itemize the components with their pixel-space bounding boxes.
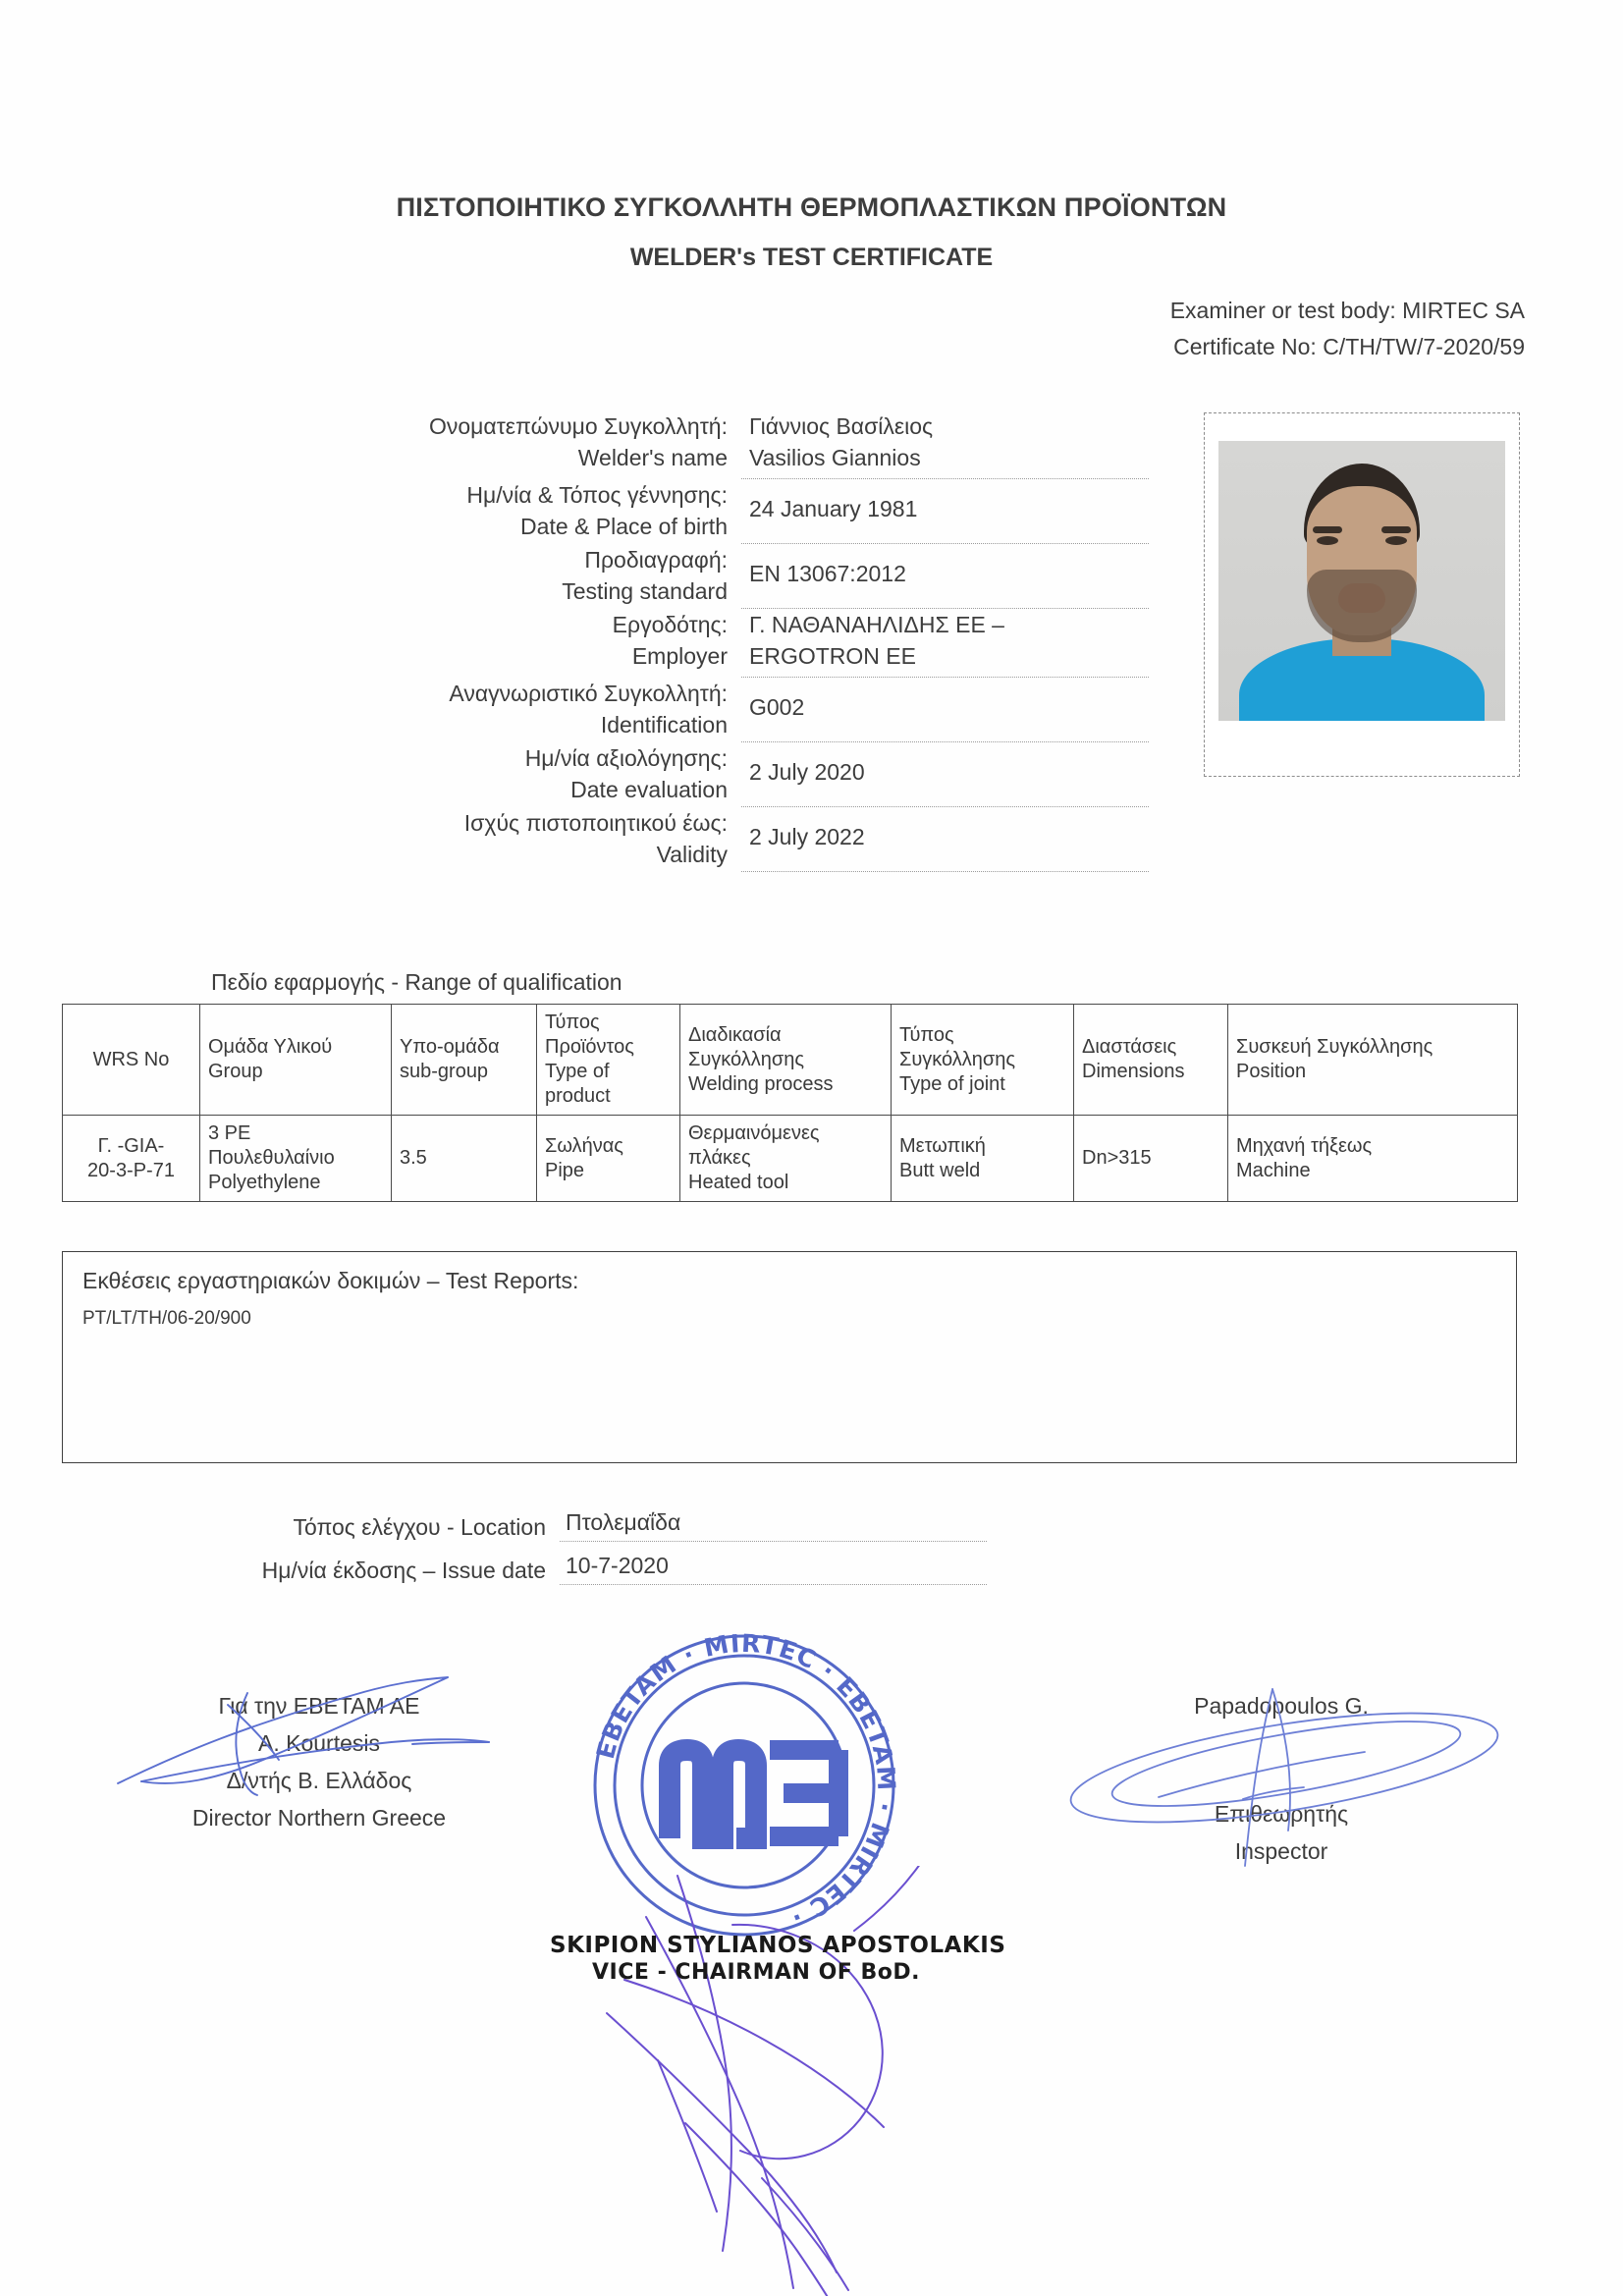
field-row-date-place-of-birth	[324, 479, 1149, 544]
field-label-gr: Αναγνωριστικό Συγκολλητή:	[449, 681, 728, 706]
signature-left-name: A. Kourtesis	[258, 1730, 380, 1756]
cell-line-1: Dn>315	[1082, 1147, 1152, 1169]
field-label-gr: Ημ/νία & Τόπος γέννησης:	[466, 482, 728, 508]
qualification-table	[62, 1004, 1518, 1202]
qualification-table-head	[63, 1005, 1518, 1116]
field-label-gr: Ισχύς πιστοποιητικού έως:	[463, 810, 728, 836]
field-value-gr: Γιάννιος Βασίλειος	[749, 413, 934, 439]
cell-welding-process	[680, 1116, 892, 1202]
stamp-logo	[670, 1750, 839, 1838]
examiner-block	[1170, 293, 1525, 365]
header-line-2: Dimensions	[1082, 1061, 1185, 1082]
field-label-en: Identification	[600, 712, 728, 738]
header-line-1: Τύπος	[899, 1023, 954, 1046]
chairman-title: VICE - CHAIRMAN OF BoD.	[592, 1960, 920, 1985]
signature-right-role-gr: Επιθεωρητής	[1214, 1801, 1349, 1827]
field-value-testing-standard	[741, 544, 1149, 609]
cell-line-1: Μηχανή τήξεως	[1236, 1134, 1373, 1157]
location-issue-block	[221, 1507, 987, 1594]
signature-right-name: Papadopoulos G.	[1194, 1693, 1369, 1719]
field-label-identification	[324, 678, 741, 742]
field-label-validity	[324, 807, 741, 872]
cell-type-of-joint	[892, 1116, 1074, 1202]
signature-left-role-en: Director Northern Greece	[191, 1805, 447, 1831]
field-label-gr: Προδιαγραφή:	[584, 547, 728, 573]
field-label-testing-standard	[324, 544, 741, 609]
cell-wrs-no	[63, 1116, 200, 1202]
field-row-date-evaluation	[324, 742, 1149, 807]
field-label-en: Date evaluation	[570, 777, 728, 802]
field-label-gr: Ονοματεπώνυμο Συγκολλητή:	[428, 413, 728, 439]
cell-line-2: Πουλεθυλαίνιο	[208, 1147, 335, 1169]
test-reports-box	[62, 1251, 1517, 1463]
stamp-outer-text: EBETAM · MIRTEC · EBETAM · MIRTEC ·	[590, 1628, 901, 1933]
header-line-1: Ομάδα Υλικού	[208, 1036, 333, 1058]
field-row-validity	[324, 807, 1149, 872]
test-reports-value: PT/LT/TH/06-20/900	[82, 1308, 251, 1329]
photo-brow-right	[1381, 526, 1411, 533]
col-header-position	[1228, 1005, 1518, 1116]
col-header-type-of-product	[537, 1005, 680, 1116]
field-value-validity	[741, 807, 1149, 872]
cell-line-1: 3.5	[400, 1147, 427, 1169]
field-value-gr: Γ. ΝΑΘΑΝΑΗΛΙΔΗΣ ΕΕ –	[749, 612, 1004, 637]
field-value-gr: G002	[749, 694, 805, 720]
location-label: Τόπος ελέγχου - Location	[293, 1514, 546, 1540]
header-line-1: Συσκευή Συγκόλλησης	[1236, 1036, 1434, 1058]
issue-date-value: 10-7-2020	[560, 1551, 987, 1585]
photo-eye-right	[1385, 536, 1407, 545]
field-row-testing-standard	[324, 544, 1149, 609]
header-line-2: Συγκόλλησης	[899, 1048, 1016, 1070]
page-title-greek: ΠΙΣΤΟΠΟΙΗΤΙΚΟ ΣΥΓΚΟΛΛΗΤΗ ΘΕΡΜΟΠΛΑΣΤΙΚΩΝ ΠΡΟΪΟΝΤΩΝ	[396, 192, 1227, 222]
cell-line-2: Pipe	[545, 1159, 585, 1181]
welder-details-fields	[324, 410, 1149, 872]
location-row	[221, 1507, 987, 1542]
field-label-date-evaluation	[324, 742, 741, 807]
field-value-employer	[741, 609, 1149, 678]
cell-position	[1228, 1116, 1518, 1202]
field-row-identification	[324, 678, 1149, 742]
field-label-en: Validity	[656, 842, 728, 867]
photo-brow-left	[1313, 526, 1342, 533]
header-line-3: Type of joint	[899, 1072, 1005, 1095]
cell-line-2: Butt weld	[899, 1159, 981, 1181]
cell-line-1: Σωλήνας	[545, 1134, 623, 1157]
col-header-type-of-joint	[892, 1005, 1074, 1116]
signature-left-heading: Για την ΕΒΕΤΑΜ ΑΕ	[218, 1693, 420, 1719]
field-value-identification	[741, 678, 1149, 742]
certificate-number-line: Certificate No: C/TH/TW/7-2020/59	[1173, 334, 1525, 359]
field-label-en: Testing standard	[562, 578, 728, 604]
examiner-body-line: Examiner or test body: MIRTEC SA	[1169, 298, 1525, 323]
cell-type-of-product	[537, 1116, 680, 1202]
issue-date-row	[221, 1551, 987, 1585]
location-value: Πτολεμαΐδα	[560, 1507, 987, 1542]
qualification-table-body	[63, 1116, 1518, 1202]
cell-line-3: Heated tool	[688, 1172, 789, 1193]
field-label-en: Date & Place of birth	[520, 514, 728, 539]
field-value-en: Vasilios Giannios	[749, 445, 921, 470]
photo-eye-left	[1317, 536, 1338, 545]
header-line-1: Υπο-ομάδα	[400, 1036, 500, 1058]
cell-line-1: Θερμαινόμενες	[688, 1122, 820, 1144]
cell-line-2: πλάκες	[688, 1147, 751, 1169]
signature-left-role-gr: Δ/ντής Β. Ελλάδος	[226, 1768, 412, 1793]
header-line-2: Συγκόλλησης	[688, 1048, 805, 1070]
header-line-2: Position	[1236, 1061, 1307, 1082]
cell-line-3: Polyethylene	[208, 1172, 321, 1193]
header-line-3: Type of product	[545, 1061, 611, 1107]
field-value-date-evaluation	[741, 742, 1149, 807]
chairman-stamp-text	[550, 1933, 1006, 1985]
signature-left-name-line	[98, 1724, 540, 1762]
cell-dimensions	[1074, 1116, 1228, 1202]
field-label-date-place-of-birth	[324, 479, 741, 544]
field-label-welder-name	[324, 410, 741, 479]
col-header-subgroup	[392, 1005, 537, 1116]
header-line-2: Group	[208, 1061, 263, 1082]
range-of-qualification-caption: Πεδίο εφαρμογής - Range of qualification	[211, 969, 622, 995]
signature-block-left	[98, 1687, 540, 1836]
cell-line-1: 3 PE	[208, 1122, 251, 1144]
header-line-2: Προϊόντος	[545, 1036, 634, 1058]
field-label-gr: Ημ/νία αξιολόγησης:	[524, 745, 728, 771]
page-title-english: WELDER's TEST CERTIFICATE	[629, 244, 994, 271]
col-header-welding-process	[680, 1005, 892, 1116]
cell-line-1: Γ. -GIA-	[97, 1134, 165, 1157]
field-value-en: ERGOTRON EE	[749, 643, 916, 669]
field-value-gr: EN 13067:2012	[749, 561, 906, 586]
field-row-employer	[324, 609, 1149, 678]
field-label-en: Welder's name	[577, 445, 728, 470]
field-label-gr: Εργοδότης:	[612, 612, 728, 637]
cell-subgroup	[392, 1116, 537, 1202]
table-row	[63, 1116, 1518, 1202]
col-header-wrs-no	[63, 1005, 200, 1116]
photo-frame	[1204, 412, 1520, 777]
welder-photo	[1218, 441, 1505, 721]
signature-right-name-line	[1041, 1687, 1522, 1724]
chairman-name: SKIPION STYLIANOS APOSTOLAKIS	[550, 1933, 1006, 1958]
header-line-1: Διαδικασία	[688, 1023, 782, 1046]
header-line-2: sub-group	[400, 1061, 489, 1082]
test-reports-title: Εκθέσεις εργαστηριακών δοκιμών – Test Reports:	[82, 1268, 579, 1293]
cell-group	[200, 1116, 392, 1202]
table-header-row	[63, 1005, 1518, 1116]
cell-line-2: Machine	[1236, 1159, 1311, 1181]
issue-date-label: Ημ/νία έκδοσης – Issue date	[261, 1558, 546, 1583]
signature-block-right	[1041, 1687, 1522, 1870]
col-header-dimensions	[1074, 1005, 1228, 1116]
photo-mouth-area	[1338, 583, 1385, 613]
field-value-gr: 2 July 2022	[749, 824, 865, 849]
field-row-welder-name	[324, 410, 1149, 479]
cell-line-1: Μετωπική	[899, 1134, 986, 1157]
header-line-1: Διαστάσεις	[1082, 1036, 1177, 1058]
col-header-group	[200, 1005, 392, 1116]
field-value-gr: 2 July 2020	[749, 759, 865, 785]
field-label-employer	[324, 609, 741, 678]
signature-right-role-en: Inspector	[1234, 1838, 1328, 1864]
header-line-1: Τύπος	[545, 1011, 600, 1033]
field-value-welder-name	[741, 410, 1149, 479]
company-stamp-icon	[577, 1618, 911, 1952]
field-value-gr: 24 January 1981	[749, 496, 918, 521]
cell-line-2: 20-3-P-71	[87, 1159, 175, 1181]
field-value-date-place-of-birth	[741, 479, 1149, 544]
svg-text:EBETAM · MIRTEC · EBETAM · MIR	[591, 1629, 901, 1933]
header-line-3: Welding process	[688, 1072, 834, 1095]
chairman-signature-scribble-icon	[530, 1866, 1080, 2296]
header-line-2: WRS No	[92, 1048, 170, 1070]
field-label-en: Employer	[631, 643, 728, 669]
